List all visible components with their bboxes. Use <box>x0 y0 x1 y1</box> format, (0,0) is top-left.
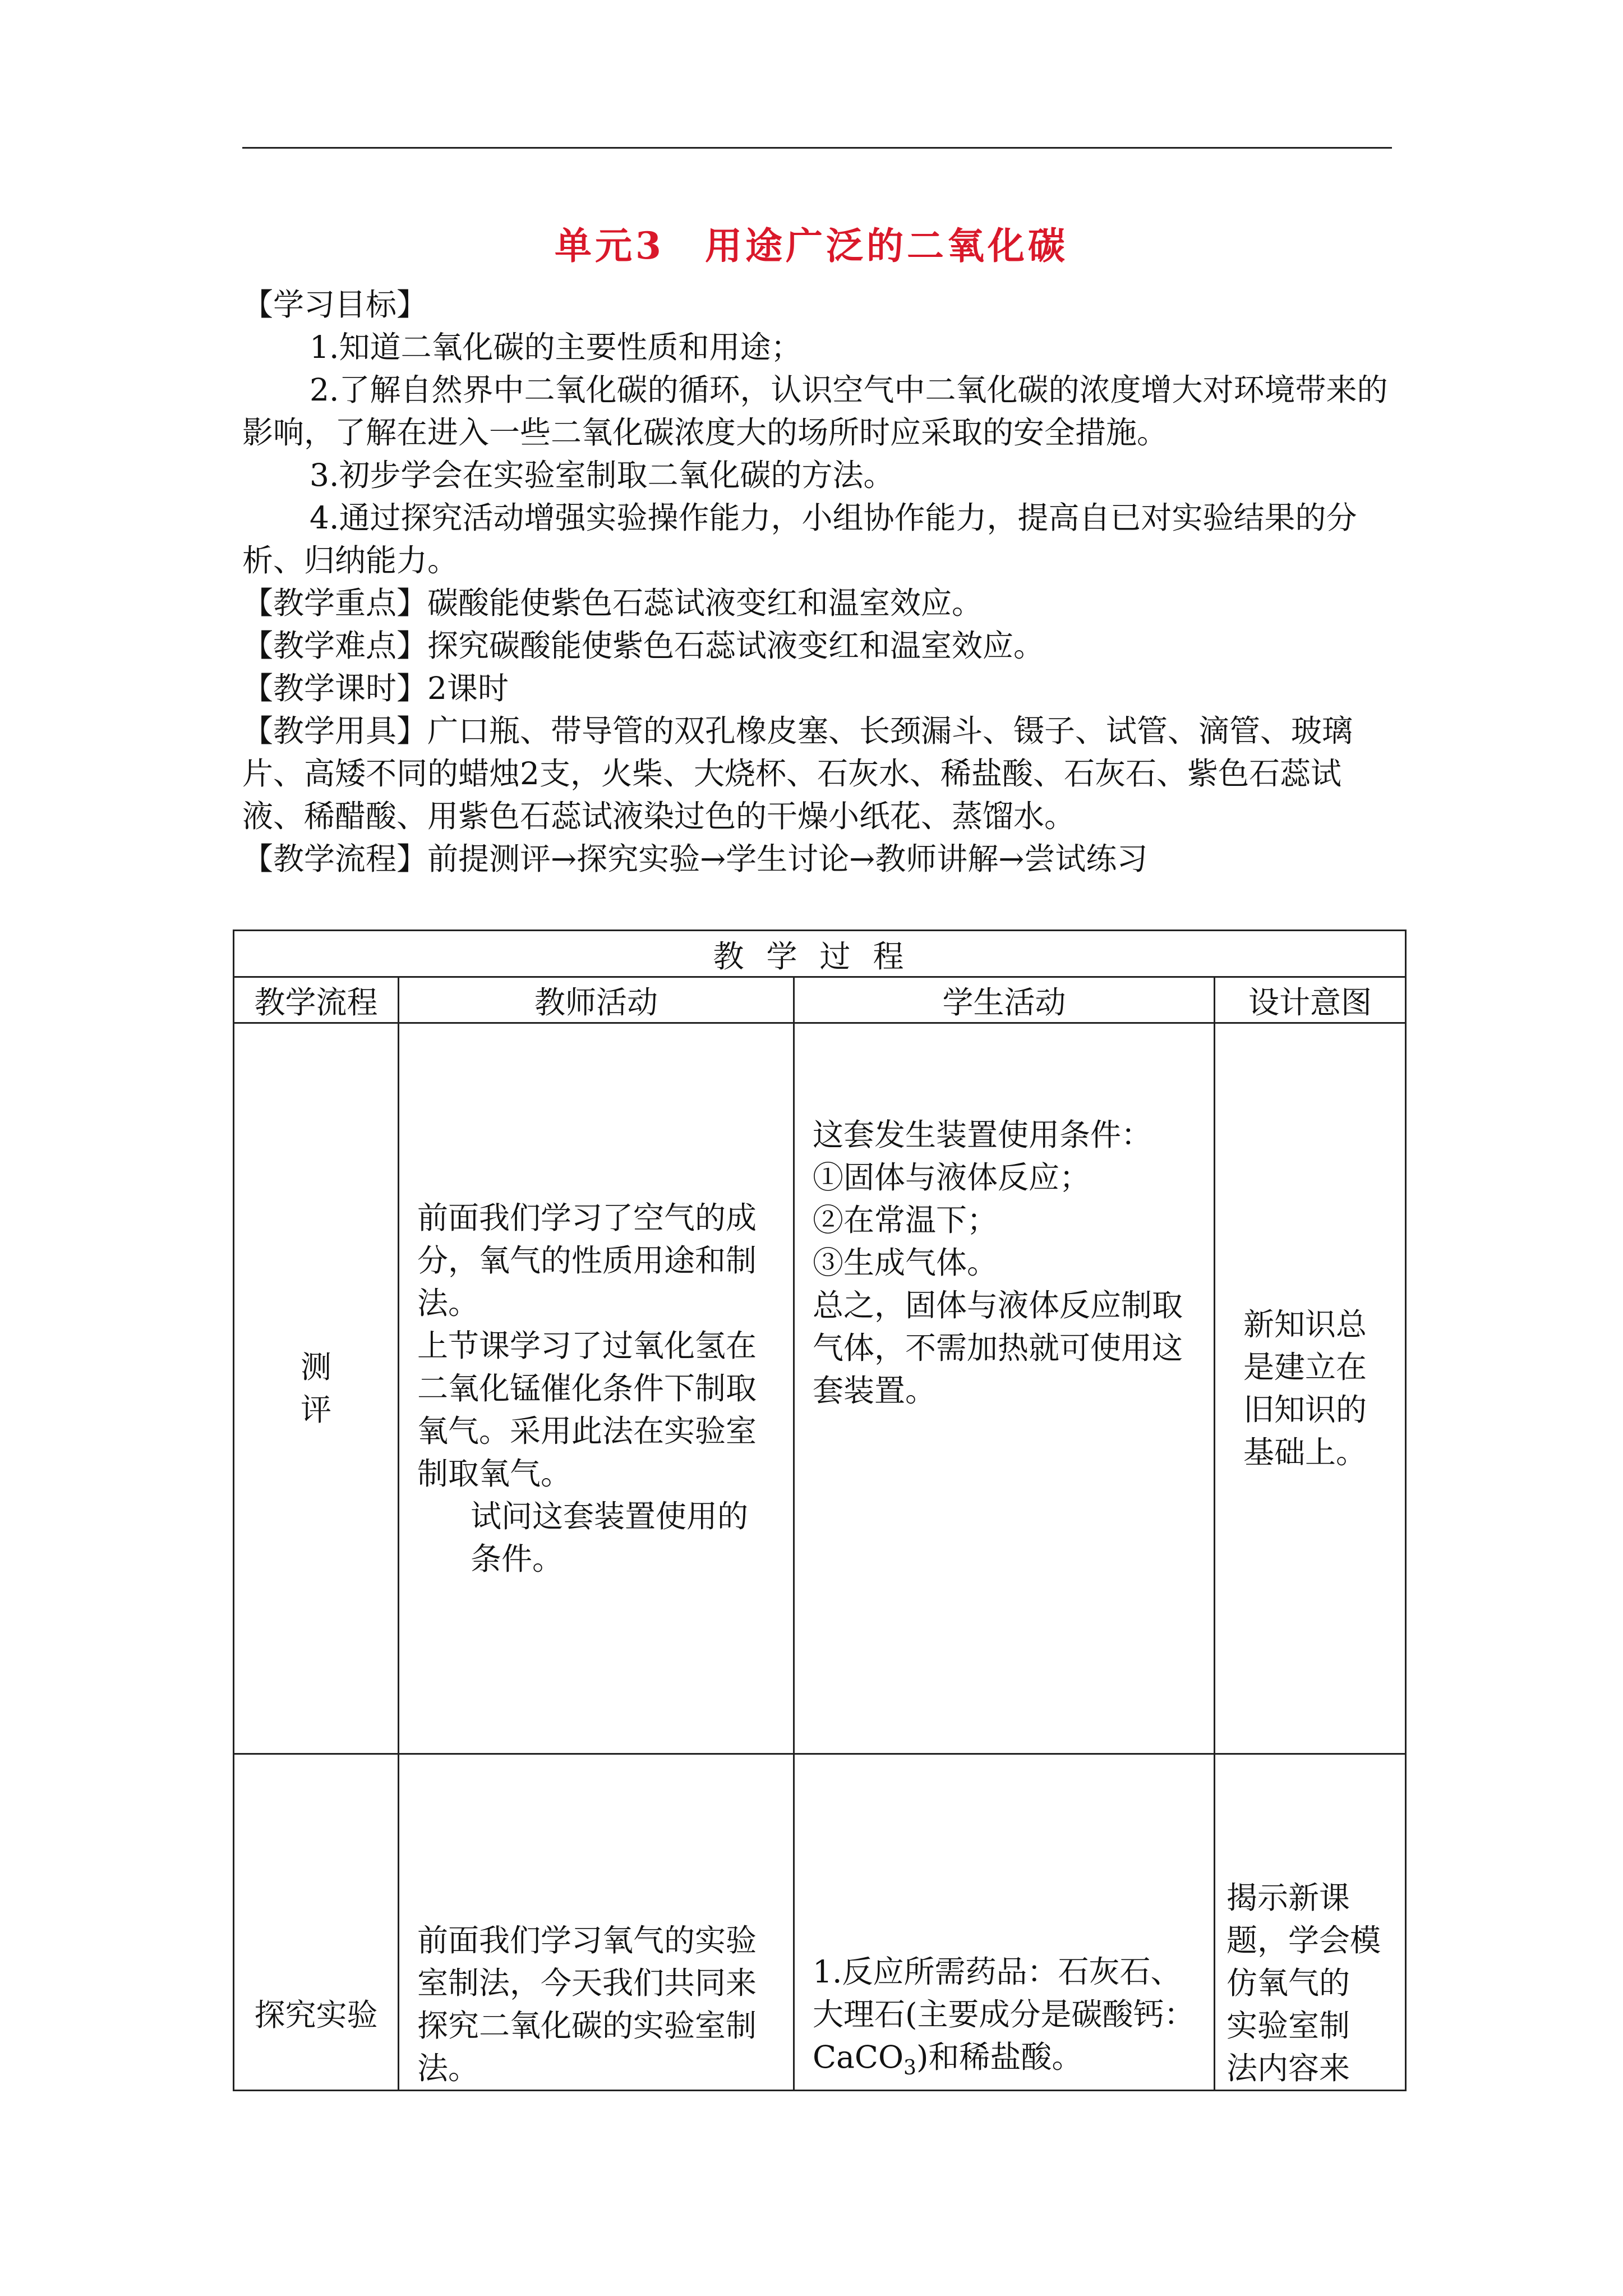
row1-student-line: 这套发生装置使用条件： <box>813 1117 1152 1153</box>
row1-teacher-line: 分，氧气的性质用途和制 <box>417 1243 757 1278</box>
row1-teacher-line: 法。 <box>417 1285 479 1321</box>
header-student: 学生活动 <box>794 977 1215 1023</box>
row2-teacher <box>399 1754 794 2091</box>
objective-3: 3.初步学会在实验室制取二氧化碳的方法。 <box>310 457 895 493</box>
row1-flow-char-1: 测 <box>300 1349 331 1385</box>
row2-flow: 探究实验 <box>234 1754 399 2091</box>
row1-teacher-line: 前面我们学习了空气的成 <box>417 1200 757 1236</box>
row1-teacher-line: 二氧化锰催化条件下制取 <box>417 1370 757 1406</box>
key-points: 【教学重点】碳酸能使紫色石蕊试液变红和温室效应。 <box>242 585 983 621</box>
row1-student-line: 气体，不需加热就可使用这 <box>813 1330 1183 1366</box>
row1-intent-line: 旧知识的 <box>1243 1392 1367 1428</box>
formula-tail: )和稀盐酸。 <box>916 2039 1083 2075</box>
table-caption: 教学过程 <box>234 931 1406 977</box>
row2-intent-line: 法内容来 <box>1227 2050 1350 2086</box>
class-hours: 【教学课时】2课时 <box>242 670 509 706</box>
row2-intent-line: 仿氧气的 <box>1227 1965 1350 2001</box>
row1-flow-char-2: 评 <box>300 1392 331 1428</box>
difficult-points: 【教学难点】探究碳酸能使紫色石蕊试液变红和温室效应。 <box>242 628 1045 664</box>
objective-4: 4.通过探究活动增强实验操作能力，小组协作能力，提高自已对实验结果的分析、归纳能力。 <box>242 500 1357 578</box>
row2-teacher-line: 前面我们学习氧气的实验 <box>417 1922 757 1958</box>
row2-teacher-line: 法。 <box>417 2050 479 2086</box>
row2-student-line: 大理石(主要成分是碳酸钙： <box>813 1996 1195 2032</box>
row2-teacher-line: 探究二氧化碳的实验室制 <box>417 2008 757 2044</box>
row1-student-line: 总之，固体与液体反应制取 <box>813 1287 1183 1323</box>
objectives-heading: 【学习目标】 <box>242 287 428 323</box>
row1-teacher-line: 上节课学习了过氧化氢在 <box>417 1328 757 1364</box>
row2-teacher-line: 室制法，今天我们共同来 <box>417 1965 757 2001</box>
row1-teacher-line: 条件。 <box>471 1541 564 1577</box>
row1-intent-line: 是建立在 <box>1243 1349 1367 1385</box>
row1-teacher-line: 试问这套装置使用的 <box>471 1498 749 1534</box>
header-flow: 教学流程 <box>234 977 399 1023</box>
row1-student-line: ③生成气体。 <box>813 1245 998 1281</box>
row1-student-line: ②在常温下； <box>813 1202 998 1238</box>
row2-intent-line: 揭示新课 <box>1227 1880 1350 1916</box>
teaching-tools: 【教学用具】广口瓶、带导管的双孔橡皮塞、长颈漏斗、镊子、试管、滴管、玻璃片、高矮不同的蜡烛2支，火柴、大烧杯、石灰水、稀盐酸、石灰石、紫色石蕊试液、稀醋酸、用紫色石蕊试液染过色的干燥小纸花、蒸馏水。 <box>242 713 1353 834</box>
row2-intent-line: 实验室制 <box>1227 2008 1350 2044</box>
objective-2: 2.了解自然界中二氧化碳的循环，认识空气中二氧化碳的浓度增大对环境带来的影响，了解在进入一些二氧化碳浓度大的场所时应采取的安全措施。 <box>242 372 1388 450</box>
row1-student-line: 套装置。 <box>813 1373 937 1409</box>
teaching-process-table <box>233 930 1407 2091</box>
table-row <box>234 1754 1406 2091</box>
header-rule <box>242 147 1392 149</box>
document-title: 单元3 用途广泛的二氧化碳 <box>555 224 1068 268</box>
table-caption-row <box>234 931 1406 977</box>
objective-1: 1.知道二氧化碳的主要性质和用途； <box>310 329 802 365</box>
table-row <box>234 1023 1406 1754</box>
row2-student-line: 1.反应所需药品：石灰石、 <box>813 1954 1182 1990</box>
row1-teacher-line: 氧气。采用此法在实验室 <box>417 1413 757 1449</box>
teaching-flow: 【教学流程】前提测评→探究实验→学生讨论→教师讲解→尝试练习 <box>242 841 1148 877</box>
row1-student <box>794 1023 1215 1754</box>
row2-student-line <box>813 2036 1196 2090</box>
formula-caco: CaCO <box>813 2039 904 2075</box>
row2-intent-line: 题，学会模 <box>1227 1922 1381 1958</box>
row1-intent <box>1215 1023 1406 1754</box>
header-intent: 设计意图 <box>1215 977 1406 1023</box>
row2-intent <box>1215 1754 1406 2091</box>
document-body <box>242 283 1392 880</box>
table-header-row <box>234 977 1406 1023</box>
row2-student <box>794 1754 1215 2091</box>
row1-teacher-line: 制取氧气。 <box>417 1456 572 1492</box>
formula-subscript: 3 <box>903 2056 916 2079</box>
row1-flow <box>234 1023 399 1754</box>
row1-intent-line: 新知识总 <box>1243 1306 1367 1342</box>
row1-intent-line: 基础上。 <box>1243 1434 1367 1470</box>
header-teacher: 教师活动 <box>399 977 794 1023</box>
row1-teacher <box>399 1023 794 1754</box>
row1-student-line: ①固体与液体反应； <box>813 1159 1091 1195</box>
